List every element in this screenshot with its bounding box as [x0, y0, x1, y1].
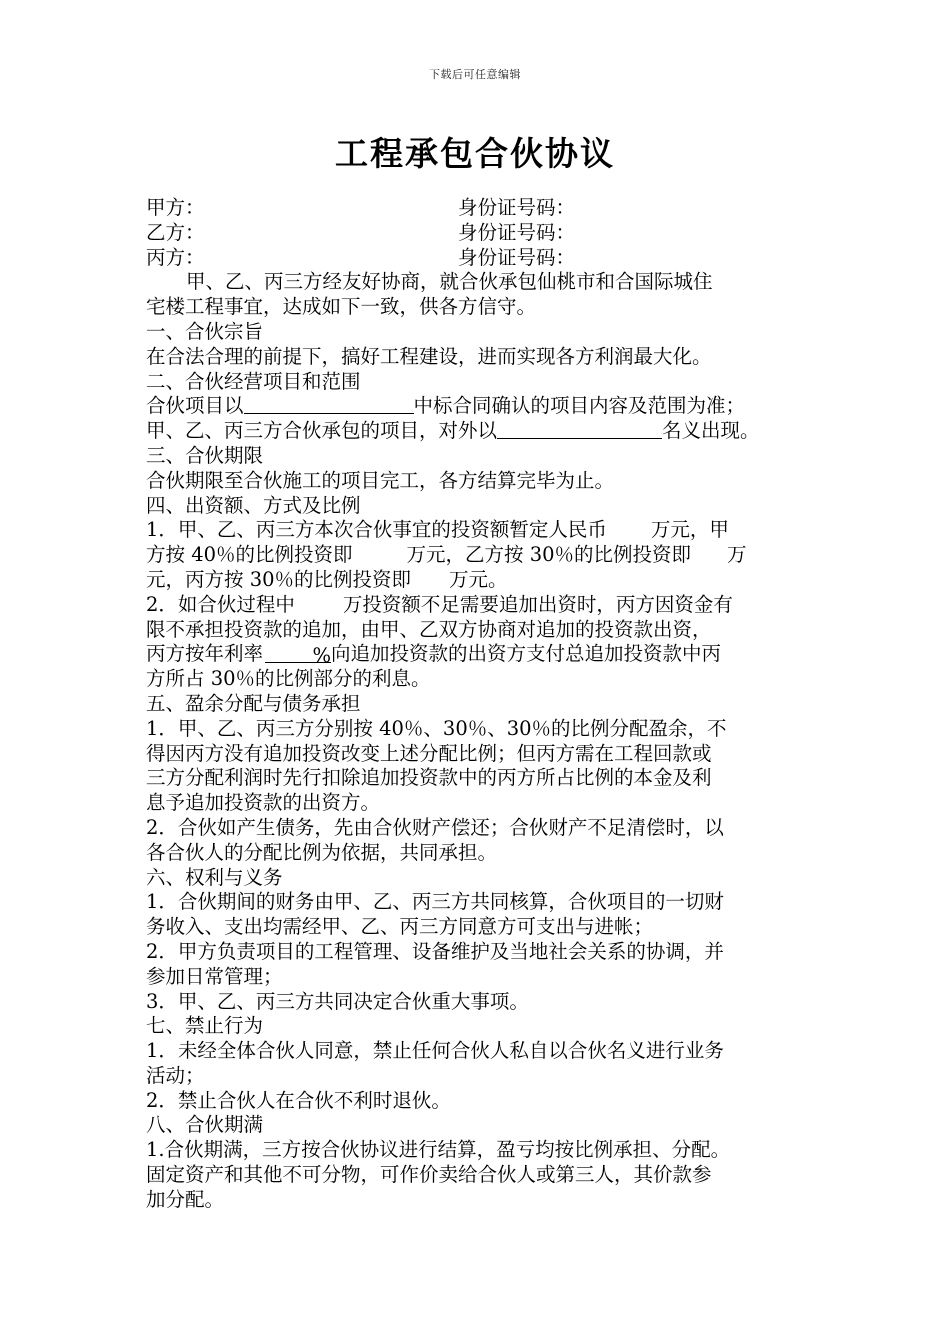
section-text [146, 593, 826, 618]
section-text: 固定资产和其他不可分物，可作价卖给合伙人或第三人，其价款参 [146, 1163, 712, 1187]
party-row [146, 221, 826, 246]
section-text: 各合伙人的分配比例为依据，共同承担。 [146, 840, 498, 864]
section-text: 方所占 30％的比例部分的利息。 [146, 667, 431, 691]
section-text [146, 642, 826, 667]
section-text: 1．甲、乙、丙三方分别按 40％、30％、30％的比例分配盈余，不 [146, 716, 727, 740]
section-text: 务收入、支出均需经甲、乙、丙三方同意方可支出与进帐； [146, 915, 654, 939]
text-fragment: 名义出现。 [662, 419, 760, 443]
fill-in-blank [497, 420, 662, 439]
text-fragment: 万投资额不足需要追加出资时，丙方因资金有 [342, 592, 733, 616]
section-text: 三方分配利润时先行扣除追加投资款中的丙方所占比例的本金及利 [146, 766, 712, 790]
text-fragment: 向追加投资款的出资方支付总追加投资款中丙 [331, 642, 722, 666]
section-text: 1．未经全体合伙人同意，禁止任何合伙人私自以合伙名义进行业务 [146, 1039, 724, 1063]
section-text: 3．甲、乙、丙三方共同决定合伙重大事项。 [146, 989, 529, 1013]
text-fragment: 合伙项目以 [146, 394, 244, 418]
text-fragment: 1．甲、乙、丙三方本次合伙事宜的投资额暂定人民币 [146, 518, 607, 542]
party-label: 乙方： [146, 220, 205, 244]
section-text: 得因丙方没有追加投资改变上述分配比例；但丙方需在工程回款或 [146, 741, 712, 765]
document-title: 工程承包合伙协议 [335, 134, 615, 173]
section-text: 参加日常管理； [146, 964, 283, 988]
section-text [146, 543, 826, 568]
text-fragment: 万元。 [449, 567, 508, 591]
id-number-label: 身份证号码： [458, 245, 576, 269]
text-fragment: 丙方按年利率 [146, 642, 264, 666]
section-text: 1．合伙期间的财务由甲、乙、丙三方共同核算，合伙项目的一切财 [146, 890, 724, 914]
section-heading: 七、禁止行为 [146, 1014, 264, 1038]
section-heading: 二、合伙经营项目和范围 [146, 369, 361, 393]
document-body [146, 196, 826, 1213]
section-text: 限不承担投资款的追加，由甲、乙双方协商对追加的投资款出资， [146, 617, 712, 641]
section-heading: 一、合伙宗旨 [146, 319, 264, 343]
intro-text: 宅楼工程事宜，达成如下一致，供各方信守。 [146, 295, 537, 319]
section-text: 活动； [146, 1063, 205, 1087]
section-text: 1.合伙期满，三方按合伙协议进行结算，盈亏均按比例承担、分配。 [146, 1138, 731, 1162]
intro-text: 甲、乙、丙三方经友好协商，就合伙承包仙桃市和合国际城住 [186, 270, 713, 294]
party-row [146, 246, 826, 271]
section-heading: 八、合伙期满 [146, 1113, 264, 1137]
text-fragment: 方按 40％的比例投资即 [146, 543, 353, 567]
party-row [146, 196, 826, 221]
section-text: 2．合伙如产生债务，先由合伙财产偿还；合伙财产不足清偿时，以 [146, 815, 724, 839]
section-text: 加分配。 [146, 1187, 225, 1211]
section-text: 息予追加投资款的出资方。 [146, 791, 381, 815]
text-fragment: 万元，乙方按 30％的比例投资即 [406, 543, 692, 567]
id-number-label: 身份证号码： [458, 220, 576, 244]
text-fragment: 元，丙方按 30％的比例投资即 [146, 567, 412, 591]
section-text [146, 518, 826, 543]
text-fragment: 2．如合伙过程中 [146, 592, 295, 616]
rate-blank [265, 644, 332, 668]
party-label: 甲方： [146, 196, 205, 219]
text-fragment: 甲、乙、丙三方合伙承包的项目，对外以 [146, 419, 498, 443]
party-label: 丙方： [146, 245, 205, 269]
section-heading: 六、权利与义务 [146, 865, 283, 889]
header-note: 下载后可任意编辑 [429, 68, 521, 81]
id-number-label: 身份证号码： [458, 196, 576, 219]
section-text [146, 419, 826, 444]
section-text: 2．甲方负责项目的工程管理、设备维护及当地社会关系的协调，并 [146, 939, 724, 963]
section-heading: 四、出资额、方式及比例 [146, 493, 361, 517]
section-heading: 五、盈余分配与债务承担 [146, 691, 361, 715]
section-text [146, 568, 826, 593]
text-fragment: 万 [727, 543, 747, 567]
section-heading: 三、合伙期限 [146, 443, 264, 467]
section-text: 在合法合理的前提下，搞好工程建设，进而实现各方利润最大化。 [146, 344, 712, 368]
section-text: 2．禁止合伙人在合伙不利时退伙。 [146, 1088, 451, 1112]
percent-sign: % [312, 644, 332, 668]
fill-in-blank [244, 395, 414, 414]
text-fragment: 中标合同确认的项目内容及范围为准； [413, 394, 746, 418]
section-text [146, 394, 826, 419]
section-text: 合伙期限至合伙施工的项目完工，各方结算完毕为止。 [146, 468, 615, 492]
text-fragment: 万元，甲 [650, 518, 729, 542]
